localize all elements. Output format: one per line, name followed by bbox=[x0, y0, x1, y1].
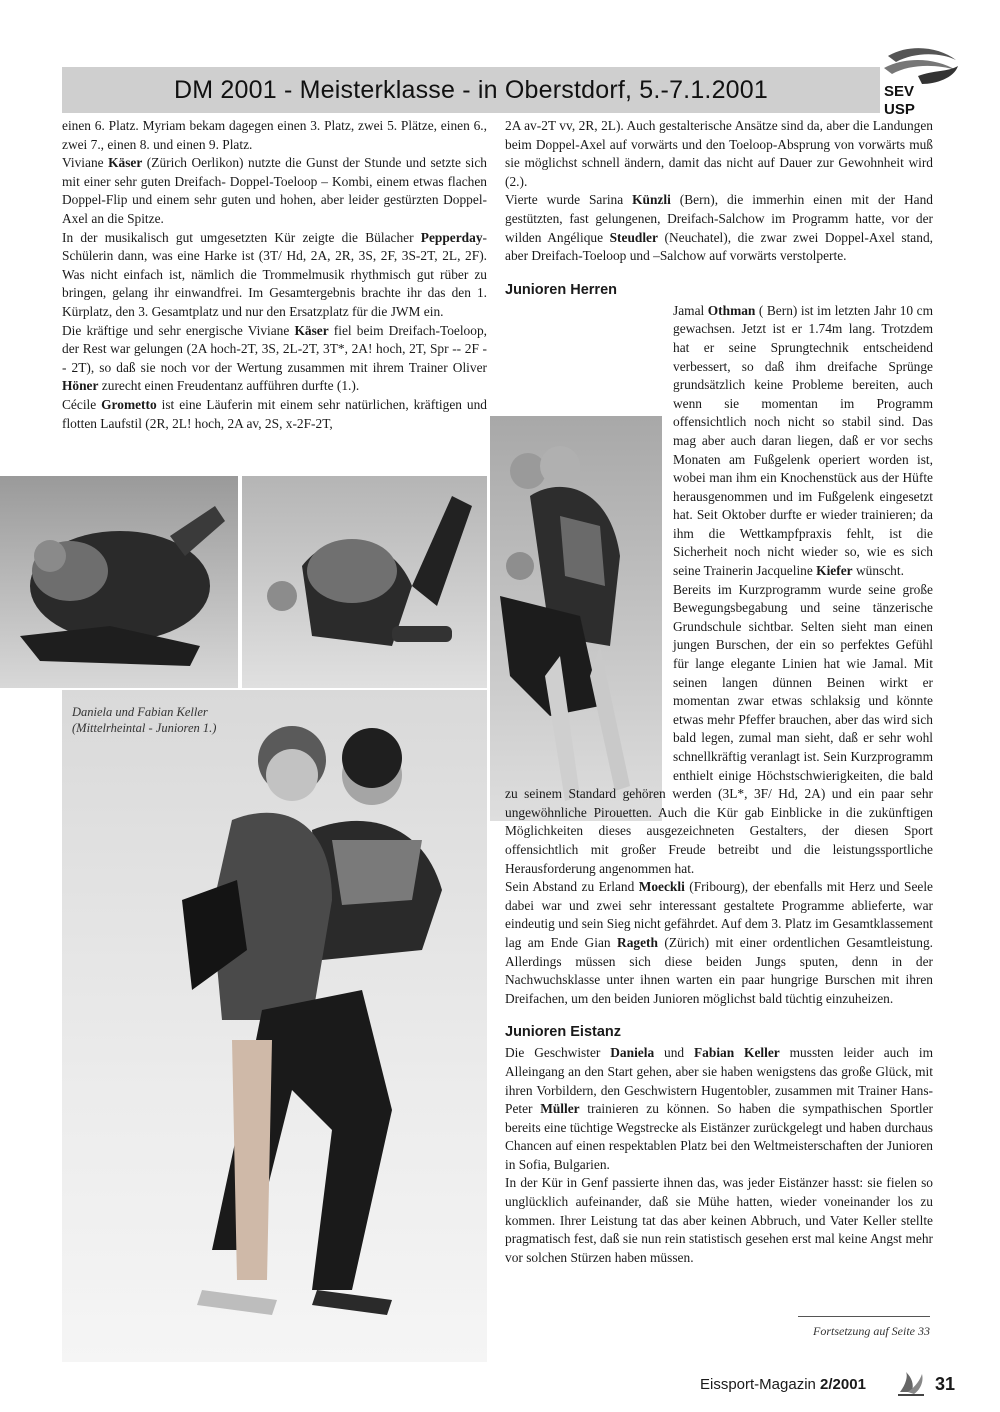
photo-fall-1 bbox=[0, 476, 238, 688]
photo-wrap-spacer bbox=[505, 374, 667, 776]
page-footer bbox=[700, 1370, 960, 1400]
sev-usp-logo bbox=[878, 44, 960, 120]
paragraph: 2A av-2T vv, 2R, 2L). Auch gestalterische Ansätze sind da, aber die Landungen beim Doppel-Axel auf vorwärts und den Toeloop-Absprung von vorwärts muß sie möglichst schnell ändern, damit das nicht auf Dauer zur Gewohnheit wird (2.). bbox=[505, 118, 933, 189]
paragraph: Die kräftige und sehr energische Viviane Käser fiel beim Dreifach-Toeloop, der Rest war gelungen (2A hoch-2T, 3S, 2L-2T, 3T*, 2A! hoch, 2T, Spr -- 2F -- 2T), so daß sie noch vor der Wertung zusammen mit ihrem Trainer Oliver Höner zurecht einen Freudentanz aufführen durfte (1.). bbox=[62, 322, 487, 394]
right-column bbox=[505, 117, 933, 1267]
magazine-name: Eissport-Magazin 2/2001 bbox=[700, 1376, 866, 1393]
photo-daniela-fabian-keller bbox=[62, 690, 487, 1362]
paragraph: Sein Abstand zu Erland Moeckli (Fribourg), der ebenfalls mit Herz und Seele dabei war und zwei sehr interessant gestaltete Programme ablieferte, war eindeutig und sein Sieg nicht gefährdet. Auf dem 3. Platz im Gesamtklassement lag am Ende Gian Rageth (Zürich) mit einer ordentlichen Gesamtleistung. Allerdings müssen sich diese beiden Jungs sputen, denn in der Nachwuchsklasse unter ihnen warten ein paar hungrige Burschen mit ihren Dreifachen, um den beiden Junioren möglichst bald tüchtig einzuheizen. bbox=[505, 879, 934, 1006]
page-number: 31 bbox=[935, 1374, 956, 1394]
paragraph: Vierte wurde Sarina Künzli (Bern), die immerhin einen mit der Hand gestützten, fast gelungenen, Dreifach-Salchow im Programm hatte, vor der wilden Angélique Steudler (Neuchatel), die zwar zwei Doppel-Axel stand, aber Dreifach-Toeloop und –Salchow auf vorwärts verstolperte. bbox=[505, 192, 933, 264]
swoosh-icon bbox=[878, 44, 960, 88]
divider bbox=[798, 1316, 930, 1317]
paragraph: Cécile Grometto ist eine Läuferin mit einem sehr natürlichen, kräftigen und flotten Laufstil (2R, 2L! hoch, 2A av, 2S, x-2F-2T, bbox=[62, 396, 487, 431]
photo-fall-2 bbox=[242, 476, 487, 688]
logo-text-sev: SEV bbox=[884, 83, 915, 100]
paragraph: einen 6. Platz. Myriam bekam dagegen einen 3. Platz, zwei 5. Plätze, einen 6., zwei 7., einen 8. und einen 9. Platz. bbox=[62, 118, 487, 152]
photo-caption: Daniela und Fabian Keller (Mittelrheintal - Junioren 1.) bbox=[72, 705, 217, 735]
paragraph: Viviane Käser (Zürich Oerlikon) nutzte die Gunst der Stunde und setzte sich mit einer sehr guten Dreifach- Doppel-Toeloop – Kombi, einem etwas flachen Doppel-Flip und einem sehr guten und hohen, aber leider gestürzten Doppel-Axel an die Spitze. bbox=[62, 155, 487, 226]
continued-note: Fortsetzung auf Seite 33 bbox=[813, 1324, 930, 1338]
paragraph: Die Geschwister Daniela und Fabian Keller mussten leider auch im Alleingang an den Start gehen, aber sie haben wenigstens das große Glück, mit ihren Vorbildern, den Geschwistern Hugentobler, zusammen mit Trainer Hans-Peter Müller trainieren zu können. So haben die sympathischen Sportler bereits eine tüchtige Wegstrecke als Eistänzer zurückgelegt und haben durchaus Chancen auf einen respektablen Platz bei den Weltmeisterschaften der Junioren in Sofia, Bulgarien. bbox=[505, 1045, 934, 1172]
paragraph: Bereits im Kurzprogramm wurde seine große Bewegungsbegabung und seine tänzerische Grundschule sichtbar. Selten sieht man einen jungen Burschen, der ein so perfektes Gefühl für lange elegante Linien hat wie Jamal. Mit seinen langen dünnen Beinen wirkt er momentan zwar etwas schlaksig und könnte etwas mehr Pfeffer brauchen, aber das wird sich bald legen, zumal man sieht, daß er sehr wohl schnellkräftig veranlagt ist. Sein Kurzprogramm enthielt einige Höchstschwierigkeiten, die bald zu seinem Standard gehören werden (3L*, 3F/ Hd, 2A) und ein paar sehr ungewöhnliche Pirouetten. Auch die Kür gab Einblicke in die zukünftigen Möglichkeiten dieses ausgezeichneten Gestalters, der diesen Sport offensichtlich mit großer Freude betreibt und die leistungssportliche Herausforderung angenommen hat. bbox=[505, 581, 933, 876]
left-column bbox=[62, 117, 487, 433]
paragraph: Jamal Othman ( Bern) ist im letzten Jahr 10 cm gewachsen. Jetzt ist er 1.74m lang. Trotzdem hat er seine Sprungtechnik entscheidend verbessert, so daß ihm dreifache Sprünge grundsätzlich keine Probleme bereiten, auch wenn sie momentan im Programm offensichtlich noch nicht so stabil sind. Das mag aber auch daran liegen, daß er vor sechs Monaten am Fußgelenk operiert worden ist, wobei man ihm ein Knochenstück aus der Hüfte herausgenommen und im Fußgelenk eingesetzt hat. Seit Oktober durfte er wieder trainieren; da ihm die Wettkampfpraxis fehlt, ist die Sicherheit noch nicht wieder so, wie es sich seine Trainerin Jacqueline Kiefer wünscht. bbox=[505, 302, 933, 581]
skater-logo-icon bbox=[896, 1370, 926, 1398]
section-heading-junioren-herren: Junioren Herren bbox=[505, 281, 617, 298]
section-heading-junioren-eistanz: Junioren Eistanz bbox=[505, 1024, 622, 1041]
paragraph: In der musikalisch gut umgesetzten Kür zeigte die Bülacher Pepperday-Schülerin dann, was eine Harke ist (3T/ Hd, 2A, 2R, 3S, 2F, 3S-2T, 2L, 2F). Was nicht einfach ist, nämlich die Trommelmusik rhythmisch gut rüber zu bringen, gelang ihr einwandfrei. Im Gesamtergebnis brachte ihr das den 1. Kürplatz, den 3. Gesamtplatz und nur den Ersatzplatz für die JWM ein. bbox=[62, 229, 487, 319]
header-bar bbox=[62, 67, 880, 113]
logo-text-usp: USP bbox=[884, 101, 915, 118]
paragraph: In der Kür in Genf passierte ihnen das, was jeder Eistänzer hasst: sie fielen so unglücklich aufeinander, daß sie Mühe hatten, wieder voneinander los zu kommen. Ihrer Leistung tat das aber keinen Abbruch, und Vater Keller stellte pragmatisch fest, daß sie nun rein statistisch gesehen erst mal keine Angst mehr vor solchen Stürzen haben müssen. bbox=[505, 1175, 933, 1265]
page-title: DM 2001 - Meisterklasse - in Oberstdorf, 5.-7.1.2001 bbox=[174, 76, 768, 104]
